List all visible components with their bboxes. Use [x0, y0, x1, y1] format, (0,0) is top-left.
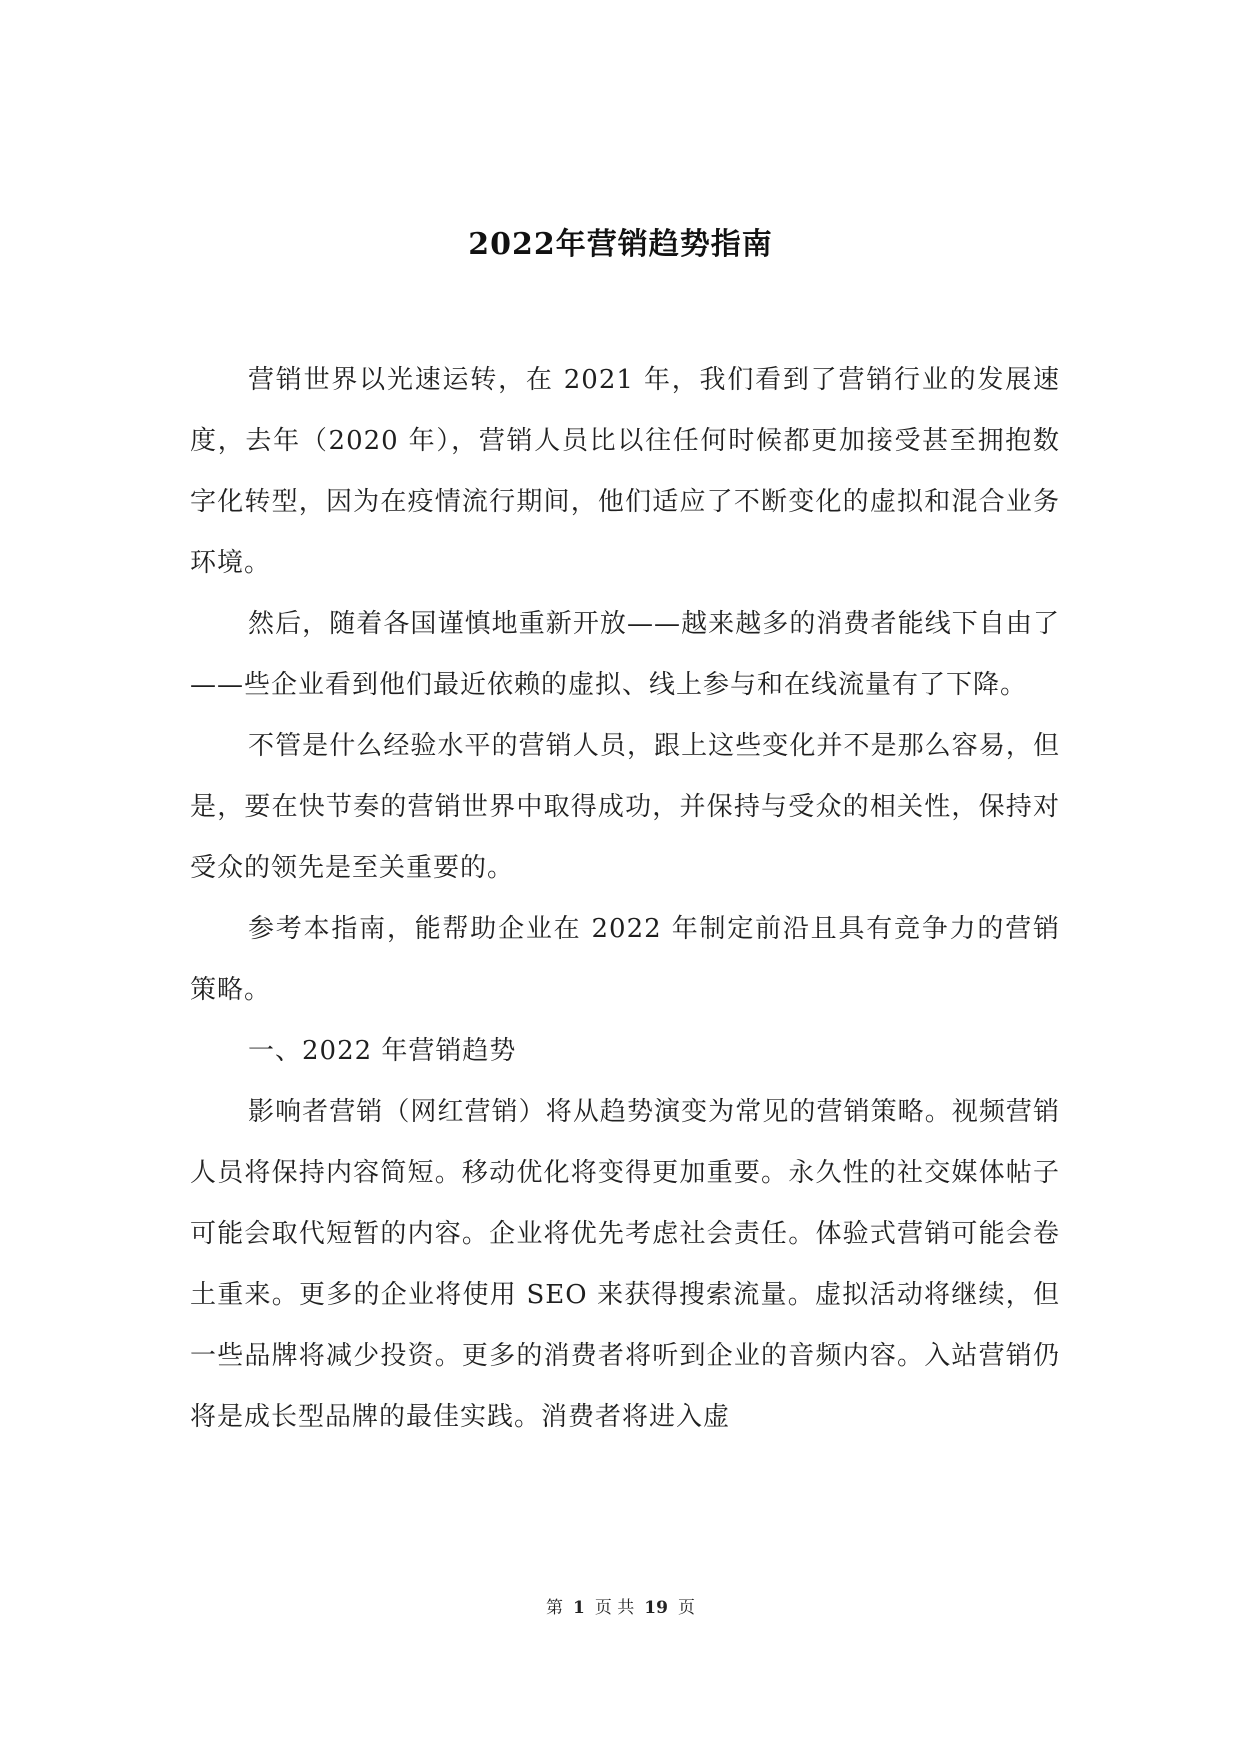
paragraph: 营销世界以光速运转，在 2021 年，我们看到了营销行业的发展速度，去年（2020 年），营销人员比以往任何时候都更加接受甚至拥抱数字化转型，因为在疫情流行期间，他们适应了不断变化的虚拟和混合业务环境。 [190, 365, 1060, 578]
footer-total-pages: 19 [644, 1598, 668, 1618]
footer-middle: 页 共 [594, 1598, 635, 1618]
footer-page-number: 1 [573, 1598, 585, 1618]
section-heading: 一、2022 年营销趋势 [248, 1036, 517, 1066]
paragraph: 参考本指南，能帮助企业在 2022 年制定前沿且具有竞争力的营销策略。 [190, 914, 1060, 1005]
footer-suffix: 页 [677, 1598, 695, 1618]
section-paragraph: 影响者营销（网红营销）将从趋势演变为常见的营销策略。视频营销人员将保持内容简短。移动优化将变得更加重要。永久性的社交媒体帖子可能会取代短暂的内容。企业将优先考虑社会责任。体验式营销可能会卷土重来。更多的企业将使用 SEO 来获得搜索流量。虚拟活动将继续，但一些品牌将减少投资。更多的消费者将听到企业的音频内容。入站营销仍将是成长型品牌的最佳实践。消费者将进入虚 [190, 1097, 1060, 1432]
page-footer [0, 1596, 1241, 1620]
document-body [190, 350, 1060, 1448]
paragraph: 然后，随着各国谨慎地重新开放——越来越多的消费者能线下自由了——些企业看到他们最近依赖的虚拟、线上参与和在线流量有了下降。 [190, 609, 1060, 700]
paragraph: 不管是什么经验水平的营销人员，跟上这些变化并不是那么容易，但是，要在快节奏的营销世界中取得成功，并保持与受众的相关性，保持对受众的领先是至关重要的。 [190, 731, 1060, 883]
footer-prefix: 第 [546, 1598, 564, 1618]
document-title: 2022年营销趋势指南 [468, 227, 773, 262]
